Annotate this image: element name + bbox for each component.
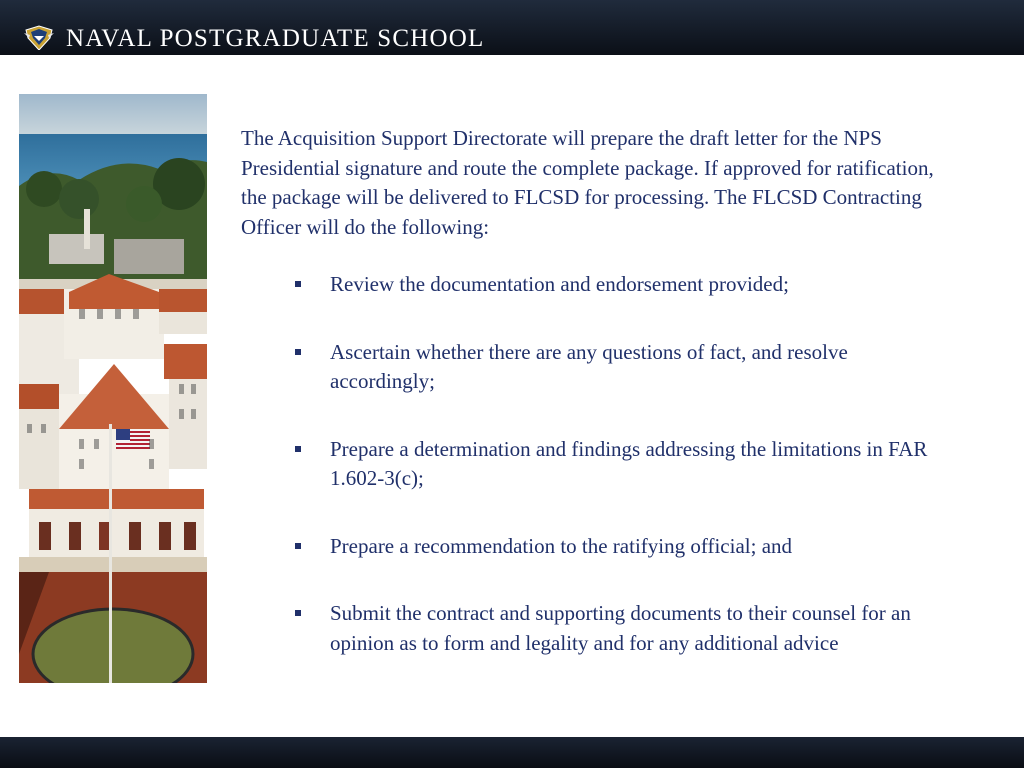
bullet-text: Prepare a determination and findings addressing the limitations in FAR 1.602-3(c); bbox=[330, 436, 928, 490]
bullet-item bbox=[241, 270, 950, 300]
bullet-item bbox=[241, 532, 950, 562]
main-content bbox=[241, 124, 961, 696]
intro-paragraph: The Acquisition Support Directorate will prepare the draft letter for the NPS Presidential signature and route the complete package. If approved for ratification, the package will be delivered to FLCSD for processing. The FLCSD Contracting Officer will do the following: bbox=[241, 126, 934, 239]
bullet-text: Ascertain whether there are any questions of fact, and resolve accordingly; bbox=[330, 339, 848, 393]
square-bullet-icon bbox=[295, 543, 301, 549]
page-title: NAVAL POSTGRADUATE SCHOOL bbox=[66, 25, 485, 52]
square-bullet-icon bbox=[295, 610, 301, 616]
bullet-item bbox=[241, 599, 950, 658]
header-bar bbox=[0, 0, 1024, 55]
bullet-item bbox=[241, 338, 950, 397]
bullet-text: Submit the contract and supporting documents to their counsel for an opinion as to form and legality and for any additional advice bbox=[330, 601, 911, 655]
nps-seal-icon bbox=[24, 24, 54, 50]
square-bullet-icon bbox=[295, 446, 301, 452]
square-bullet-icon bbox=[295, 281, 301, 287]
footer-bar bbox=[0, 737, 1024, 768]
bullet-text: Prepare a recommendation to the ratifying official; and bbox=[330, 533, 793, 558]
campus-photo bbox=[19, 94, 207, 683]
bullet-text: Review the documentation and endorsement provided; bbox=[330, 272, 789, 296]
bullet-list bbox=[241, 270, 961, 658]
square-bullet-icon bbox=[295, 349, 301, 355]
bullet-item bbox=[241, 435, 950, 494]
